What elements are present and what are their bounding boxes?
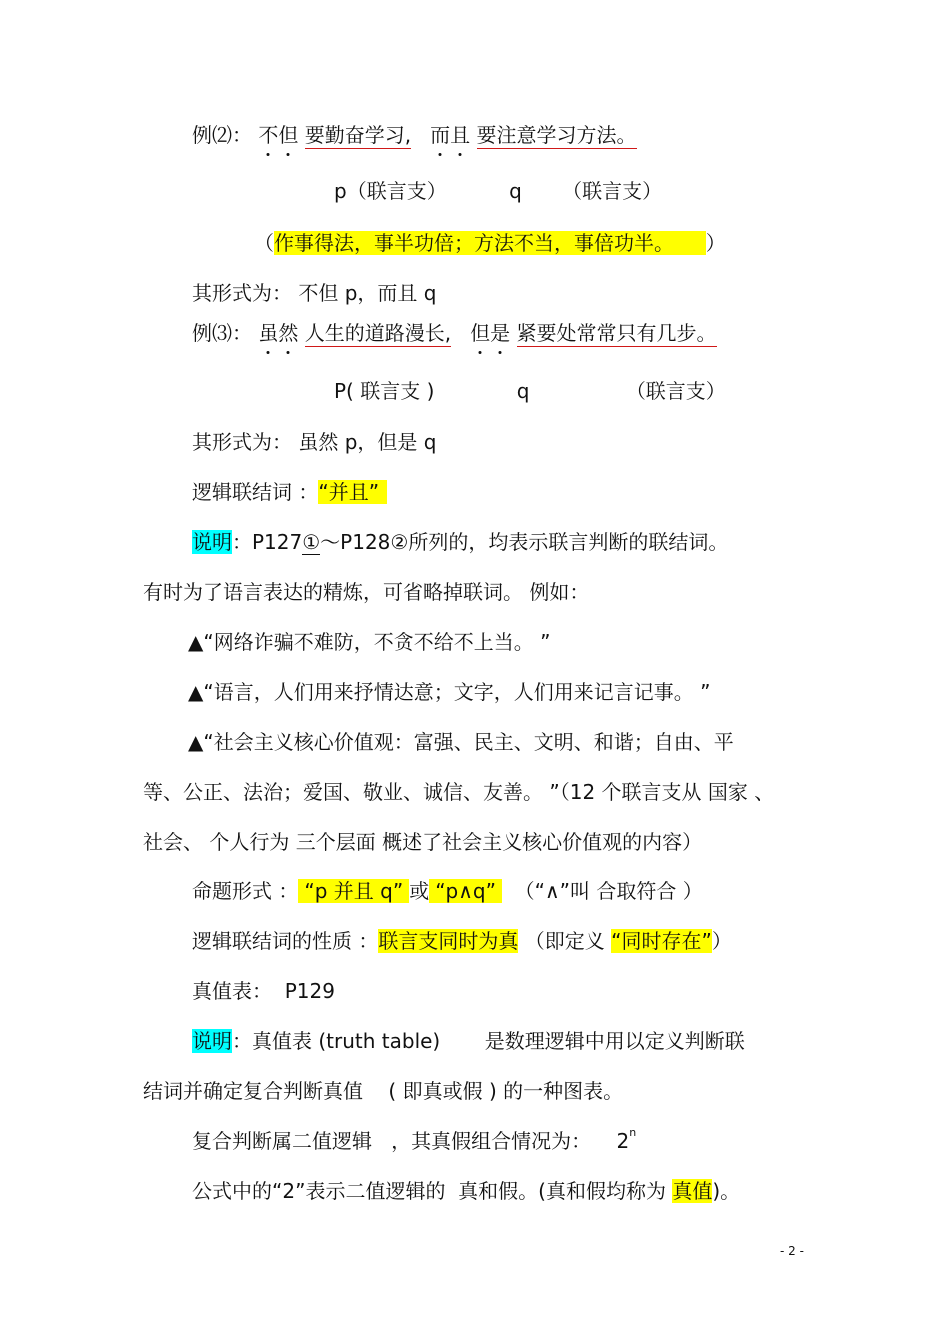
form-highlight-2: “p∧q” [429,879,502,903]
proverb-highlight: 作事得法，事半功倍；方法不当，事倍功半。 [274,231,706,255]
conjunct-p: 人生的道路漫长, [304,321,452,345]
combination-line: 复合判断属二值逻辑 ，其真假组合情况为： 2$^n$ [192,1126,637,1153]
example-3-line: 例⑶： 虽然 人生的道路漫长, 但是 紧要处常常只有几步。 [192,321,717,345]
form-line-2: 其形式为： 虽然 p，但是 q [192,430,437,454]
note-tag: 说明 [192,530,232,554]
paragraph-line: 等、公正、法治；爱国、敬业、诚信、友善。 ”（12 个联言支从 国家 、 [143,780,775,804]
connective-line: 逻辑联结词 ：“并且” [192,478,387,506]
form-highlight-1: “p 并且 q” [298,879,409,903]
truth-value-highlight: 真值 [672,1179,713,1203]
connective-property-line: 逻辑联结词的性质 ：联言支同时为真 （即定义 “同时存在”） [192,929,732,953]
conjunct-p: 要勤奋学习, [304,123,412,147]
connective-highlight: “并且” [318,480,387,504]
emphasis-char: 但 [470,321,491,345]
example-item: ▲“网络诈骗不难防，不贪不给不上当。 ” [188,630,551,654]
example-item: ▲“语言，人们用来抒情达意；文字，人们用来记言记事。 ” [188,680,711,704]
formula-line: 公式中的“2”表示二值逻辑的 真和假。(真和假均称为 真值)。 [192,1179,741,1203]
exponent: n [629,1126,637,1139]
emphasis-char: 虽 [258,321,279,345]
note-line-1: 说明：P127①～P128②所列的，均表示联言判断的联结词。 [192,530,729,554]
paragraph-line: 社会、 个人行为 三个层面 概述了社会主义核心价值观的内容） [143,830,703,854]
conjunct-label-line-2: P( 联言支 ) q （联言支） [334,379,726,403]
example-item: ▲“社会主义核心价值观：富强、民主、文明、和谐；自由、平 [188,730,734,754]
emphasis-char: 但 [278,123,299,147]
note-line-2: 说明：真值表 (truth table) 是数理逻辑中用以定义判断联 [192,1029,745,1053]
emphasis-char: 不 [258,123,279,147]
conjunct-q: 要注意学习方法。 [476,123,637,147]
form-line-1: 其形式为： 不但 p，而且 q [192,281,437,305]
emphasis-char: 且 [450,123,471,147]
emphasis-char: 而 [430,123,451,147]
definition-highlight: “同时存在” [611,929,712,953]
proverb-line: （作事得法，事半功倍；方法不当，事倍功半。 ） [254,231,726,255]
emphasis-char: 是 [490,321,511,345]
conjunct-label-line-1: p（联言支） q （联言支） [334,179,663,203]
paragraph-line: 结词并确定复合判断真值 ( 即真或假 ) 的一种图表。 [143,1079,624,1103]
property-highlight: 联言支同时为真 [378,929,519,953]
example-2-line: 例⑵： 不但 要勤奋学习, 而且 要注意学习方法。 [192,123,637,147]
paragraph-line: 有时为了语言表达的精炼，可省略掉联词。 例如： [143,580,590,604]
truth-table-ref: 真值表： P129 [192,979,335,1003]
note-tag: 说明 [192,1029,232,1053]
emphasis-char: 然 [278,321,299,345]
conjunct-q: 紧要处常常只有几步。 [516,321,717,345]
page-number: - 2 - [780,1244,804,1258]
proposition-form-line: 命题形式 ： “p 并且 q” 或 “p∧q” （“∧”叫 合取符合 ） [192,879,703,903]
